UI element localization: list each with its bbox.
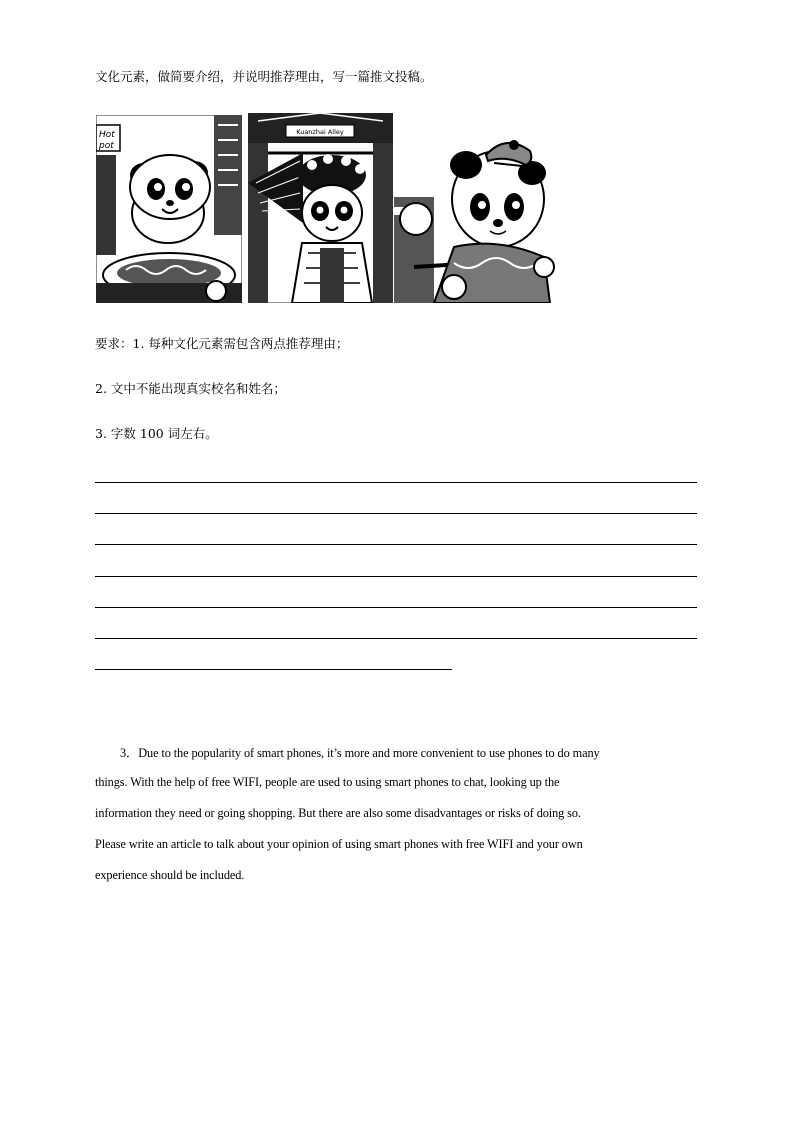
requirement-3: 3. 字数 100 词左右。 [95,426,218,441]
panda-opera-illustration [248,113,393,303]
answer-line[interactable] [95,638,697,639]
requirement-2: 2. 文中不能出现真实校名和姓名； [95,381,286,396]
answer-line[interactable] [95,669,452,670]
answer-line[interactable] [95,513,697,514]
answer-line[interactable] [95,482,697,483]
hotpot-sign-text-1: Hot [99,130,115,140]
question3-line-1: 3．Due to the popularity of smart phones, it’s more and more convenient to use phones to do many [120,746,600,760]
question3-line-5: experience should be included. [95,868,245,882]
answer-line[interactable] [95,607,697,608]
illustration-strip [96,113,556,303]
question3-line-4: Please write an article to talk about your opinion of using smart phones with free WIFI and your own [95,837,583,851]
hotpot-sign-text-2: pot [99,141,114,151]
question3-line-2: things. With the help of free WIFI, people are used to using smart phones to chat, looking up the [95,775,560,789]
answer-line[interactable] [95,576,697,577]
requirement-1: 要求：1. 每种文化元素需包含两点推荐理由； [95,336,349,351]
alley-sign-text: Kuanzhai Alley [296,128,344,136]
panda-tea-illustration [394,137,556,303]
answer-line[interactable] [95,544,697,545]
panda-hotpot-illustration [96,115,242,303]
question3-line-3: information they need or going shopping. But there are also some disadvantages or risks of doing so. [95,806,581,820]
intro-line: 文化元素，做简要介绍，并说明推荐理由，写一篇推文投稿。 [95,69,433,84]
